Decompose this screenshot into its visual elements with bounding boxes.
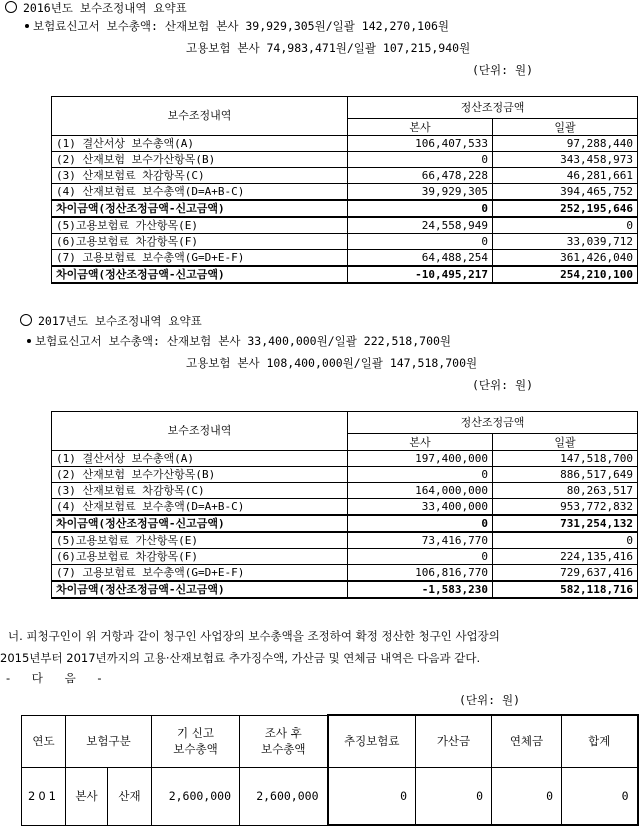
- cell-reported-total: 2,600,000: [152, 767, 240, 825]
- row-label: (7) 고용보험료 보수총액(G=D+E-F): [52, 565, 348, 582]
- row-label: (5)고용보험료 가산항목(E): [52, 532, 348, 549]
- row-label: (1) 결산서상 보수총액(A): [52, 136, 348, 152]
- header-delay-charge: 연체금: [492, 715, 562, 767]
- cell-bulk-amount: 394,465,752: [493, 184, 638, 201]
- cell-bulk-amount: 361,426,040: [493, 250, 638, 267]
- section-2017-title: 2017년도 보수조정내역 요약표: [20, 313, 202, 329]
- cell-bulk-amount: 729,637,416: [493, 565, 638, 582]
- cell-bulk-amount: 80,263,517: [493, 483, 638, 499]
- section-2017-line2: 고용보험 본사 108,400,000원/일괄 147,518,700원: [186, 356, 478, 370]
- row-label: (4) 산재보험료 보수총액(D=A+B-C): [52, 499, 348, 516]
- table-row: [52, 168, 638, 184]
- header-year: 연도: [22, 715, 66, 767]
- section-2016-title: 2016년도 보수조정내역 요약표: [5, 0, 187, 16]
- header-reported-total: 기 신고 보수총액: [152, 715, 240, 767]
- table-row: [52, 136, 638, 152]
- table-row: [52, 499, 638, 516]
- cell-insurance-type: 산재: [108, 767, 152, 825]
- table-row: [52, 483, 638, 499]
- paragraph-line1: 너. 피청구인이 위 거항과 같이 청구인 사업장의 보수총액을 조정하여 확정 정산한 청구인 사업장의: [8, 629, 500, 643]
- cell-total: 0: [562, 767, 638, 825]
- header-settlement-amount: 정산조정금액: [348, 97, 638, 119]
- cell-year: 201: [22, 767, 66, 825]
- section-2016-unit: (단위: 원): [472, 63, 534, 77]
- paragraph-line2: 2015년부터 2017년까지의 고용·산재보험료 추가징수액, 가산금 및 연체금 내역은 다음과 같다.: [0, 651, 481, 665]
- cell-hq-amount: 66,478,228: [348, 168, 493, 184]
- paragraph-dash-title: - 다 음 -: [6, 671, 102, 685]
- table-2017: [51, 411, 638, 599]
- cell-hq-amount: 33,400,000: [348, 499, 493, 516]
- difference-row: [52, 266, 638, 283]
- cell-hq-amount: 106,816,770: [348, 565, 493, 582]
- row-label: (3) 산재보험료 차감항목(C): [52, 483, 348, 499]
- header-surcharge: 가산금: [416, 715, 492, 767]
- cell-hq-amount: 197,400,000: [348, 451, 493, 467]
- cell-bulk-amount: 33,039,712: [493, 234, 638, 250]
- cell-bulk-amount: 97,288,440: [493, 136, 638, 152]
- row-label: 차이금액(정산조정금액-신고금액): [52, 200, 348, 217]
- circle-bullet-icon: [20, 314, 32, 326]
- cell-bulk-amount: 886,517,649: [493, 467, 638, 483]
- row-label: (7) 고용보험료 보수총액(G=D+E-F): [52, 250, 348, 267]
- table-row: [52, 451, 638, 467]
- cell-hq-amount: 106,407,533: [348, 136, 493, 152]
- row-label: 차이금액(정산조정금액-신고금액): [52, 266, 348, 283]
- header-bulk: 일괄: [493, 119, 638, 136]
- cell-bulk-amount: 224,135,416: [493, 549, 638, 565]
- cell-hq-amount: 0: [348, 467, 493, 483]
- header-bulk: 일괄: [493, 434, 638, 451]
- header-total: 합계: [562, 715, 638, 767]
- cell-hq-amount: 0: [348, 515, 493, 532]
- row-label: (2) 산재보험 보수가산항목(B): [52, 467, 348, 483]
- table-row: [52, 217, 638, 234]
- row-label: (6)고용보험료 차감항목(F): [52, 549, 348, 565]
- row-label: (1) 결산서상 보수총액(A): [52, 451, 348, 467]
- cell-bulk-amount: 147,518,700: [493, 451, 638, 467]
- difference-row: [52, 581, 638, 598]
- table-row: [52, 532, 638, 549]
- section-2016-line2: 고용보험 본사 74,983,471원/일괄 107,215,940원: [186, 41, 471, 55]
- cell-bulk-amount: 0: [493, 217, 638, 234]
- header-hq: 본사: [348, 434, 493, 451]
- cell-bulk-amount: 0: [493, 532, 638, 549]
- cell-bulk-amount: 252,195,646: [493, 200, 638, 217]
- table-2016: [51, 96, 638, 284]
- cell-bulk-amount: 46,281,661: [493, 168, 638, 184]
- row-label: (4) 산재보험료 보수총액(D=A+B-C): [52, 184, 348, 201]
- table-row: [52, 549, 638, 565]
- header-extra-premium: 추징보험료: [328, 715, 416, 767]
- row-label: (2) 산재보험 보수가산항목(B): [52, 152, 348, 168]
- cell-surcharge: 0: [416, 767, 492, 825]
- cell-hq-amount: 0: [348, 152, 493, 168]
- section-2017-unit: (단위: 원): [472, 378, 534, 392]
- paragraph-unit: (단위: 원): [459, 693, 521, 707]
- cell-hq-amount: 24,558,949: [348, 217, 493, 234]
- cell-hq-amount: -10,495,217: [348, 266, 493, 283]
- section-2016-line1: 보험료신고서 보수총액: 산재보험 본사 39,929,305원/일괄 142,270,106원: [25, 18, 449, 34]
- section-2017-line1: 보험료신고서 보수총액: 산재보험 본사 33,400,000원/일괄 222,518,700원: [27, 333, 451, 349]
- header-insurance-type: 보험구분: [66, 715, 152, 767]
- circle-bullet-icon: [5, 1, 17, 13]
- cell-site: 본사: [66, 767, 108, 825]
- cell-bulk-amount: 731,254,132: [493, 515, 638, 532]
- cell-delay-charge: 0: [492, 767, 562, 825]
- row-label: 차이금액(정산조정금액-신고금액): [52, 581, 348, 598]
- difference-row: [52, 200, 638, 217]
- table-row: [52, 184, 638, 201]
- cell-hq-amount: 73,416,770: [348, 532, 493, 549]
- row-label: 차이금액(정산조정금액-신고금액): [52, 515, 348, 532]
- bullet-icon: [25, 24, 29, 28]
- cell-hq-amount: 164,000,000: [348, 483, 493, 499]
- cell-bulk-amount: 582,118,716: [493, 581, 638, 598]
- cell-hq-amount: -1,583,230: [348, 581, 493, 598]
- cell-hq-amount: 0: [348, 234, 493, 250]
- header-hq: 본사: [348, 119, 493, 136]
- cell-hq-amount: 0: [348, 200, 493, 217]
- cell-bulk-amount: 343,458,973: [493, 152, 638, 168]
- cell-extra-premium: 0: [328, 767, 416, 825]
- table-row: [52, 565, 638, 582]
- row-label: (3) 산재보험료 차감항목(C): [52, 168, 348, 184]
- cell-bulk-amount: 953,772,832: [493, 499, 638, 516]
- table-row: [52, 250, 638, 267]
- row-label: (5)고용보험료 가산항목(E): [52, 217, 348, 234]
- header-adjustment-detail: 보수조정내역: [52, 97, 348, 136]
- cell-surveyed-total: 2,600,000: [240, 767, 328, 825]
- table-row: [52, 234, 638, 250]
- header-settlement-amount: 정산조정금액: [348, 412, 638, 434]
- cell-bulk-amount: 254,210,100: [493, 266, 638, 283]
- difference-row: [52, 515, 638, 532]
- cell-hq-amount: 64,488,254: [348, 250, 493, 267]
- bullet-icon: [27, 339, 31, 343]
- surcharge-table: [21, 714, 639, 826]
- row-label: (6)고용보험료 차감항목(F): [52, 234, 348, 250]
- cell-hq-amount: 0: [348, 549, 493, 565]
- header-adjustment-detail: 보수조정내역: [52, 412, 348, 451]
- header-surveyed-total: 조사 후 보수총액: [240, 715, 328, 767]
- table-row: [52, 467, 638, 483]
- table-row: [52, 152, 638, 168]
- cell-hq-amount: 39,929,305: [348, 184, 493, 201]
